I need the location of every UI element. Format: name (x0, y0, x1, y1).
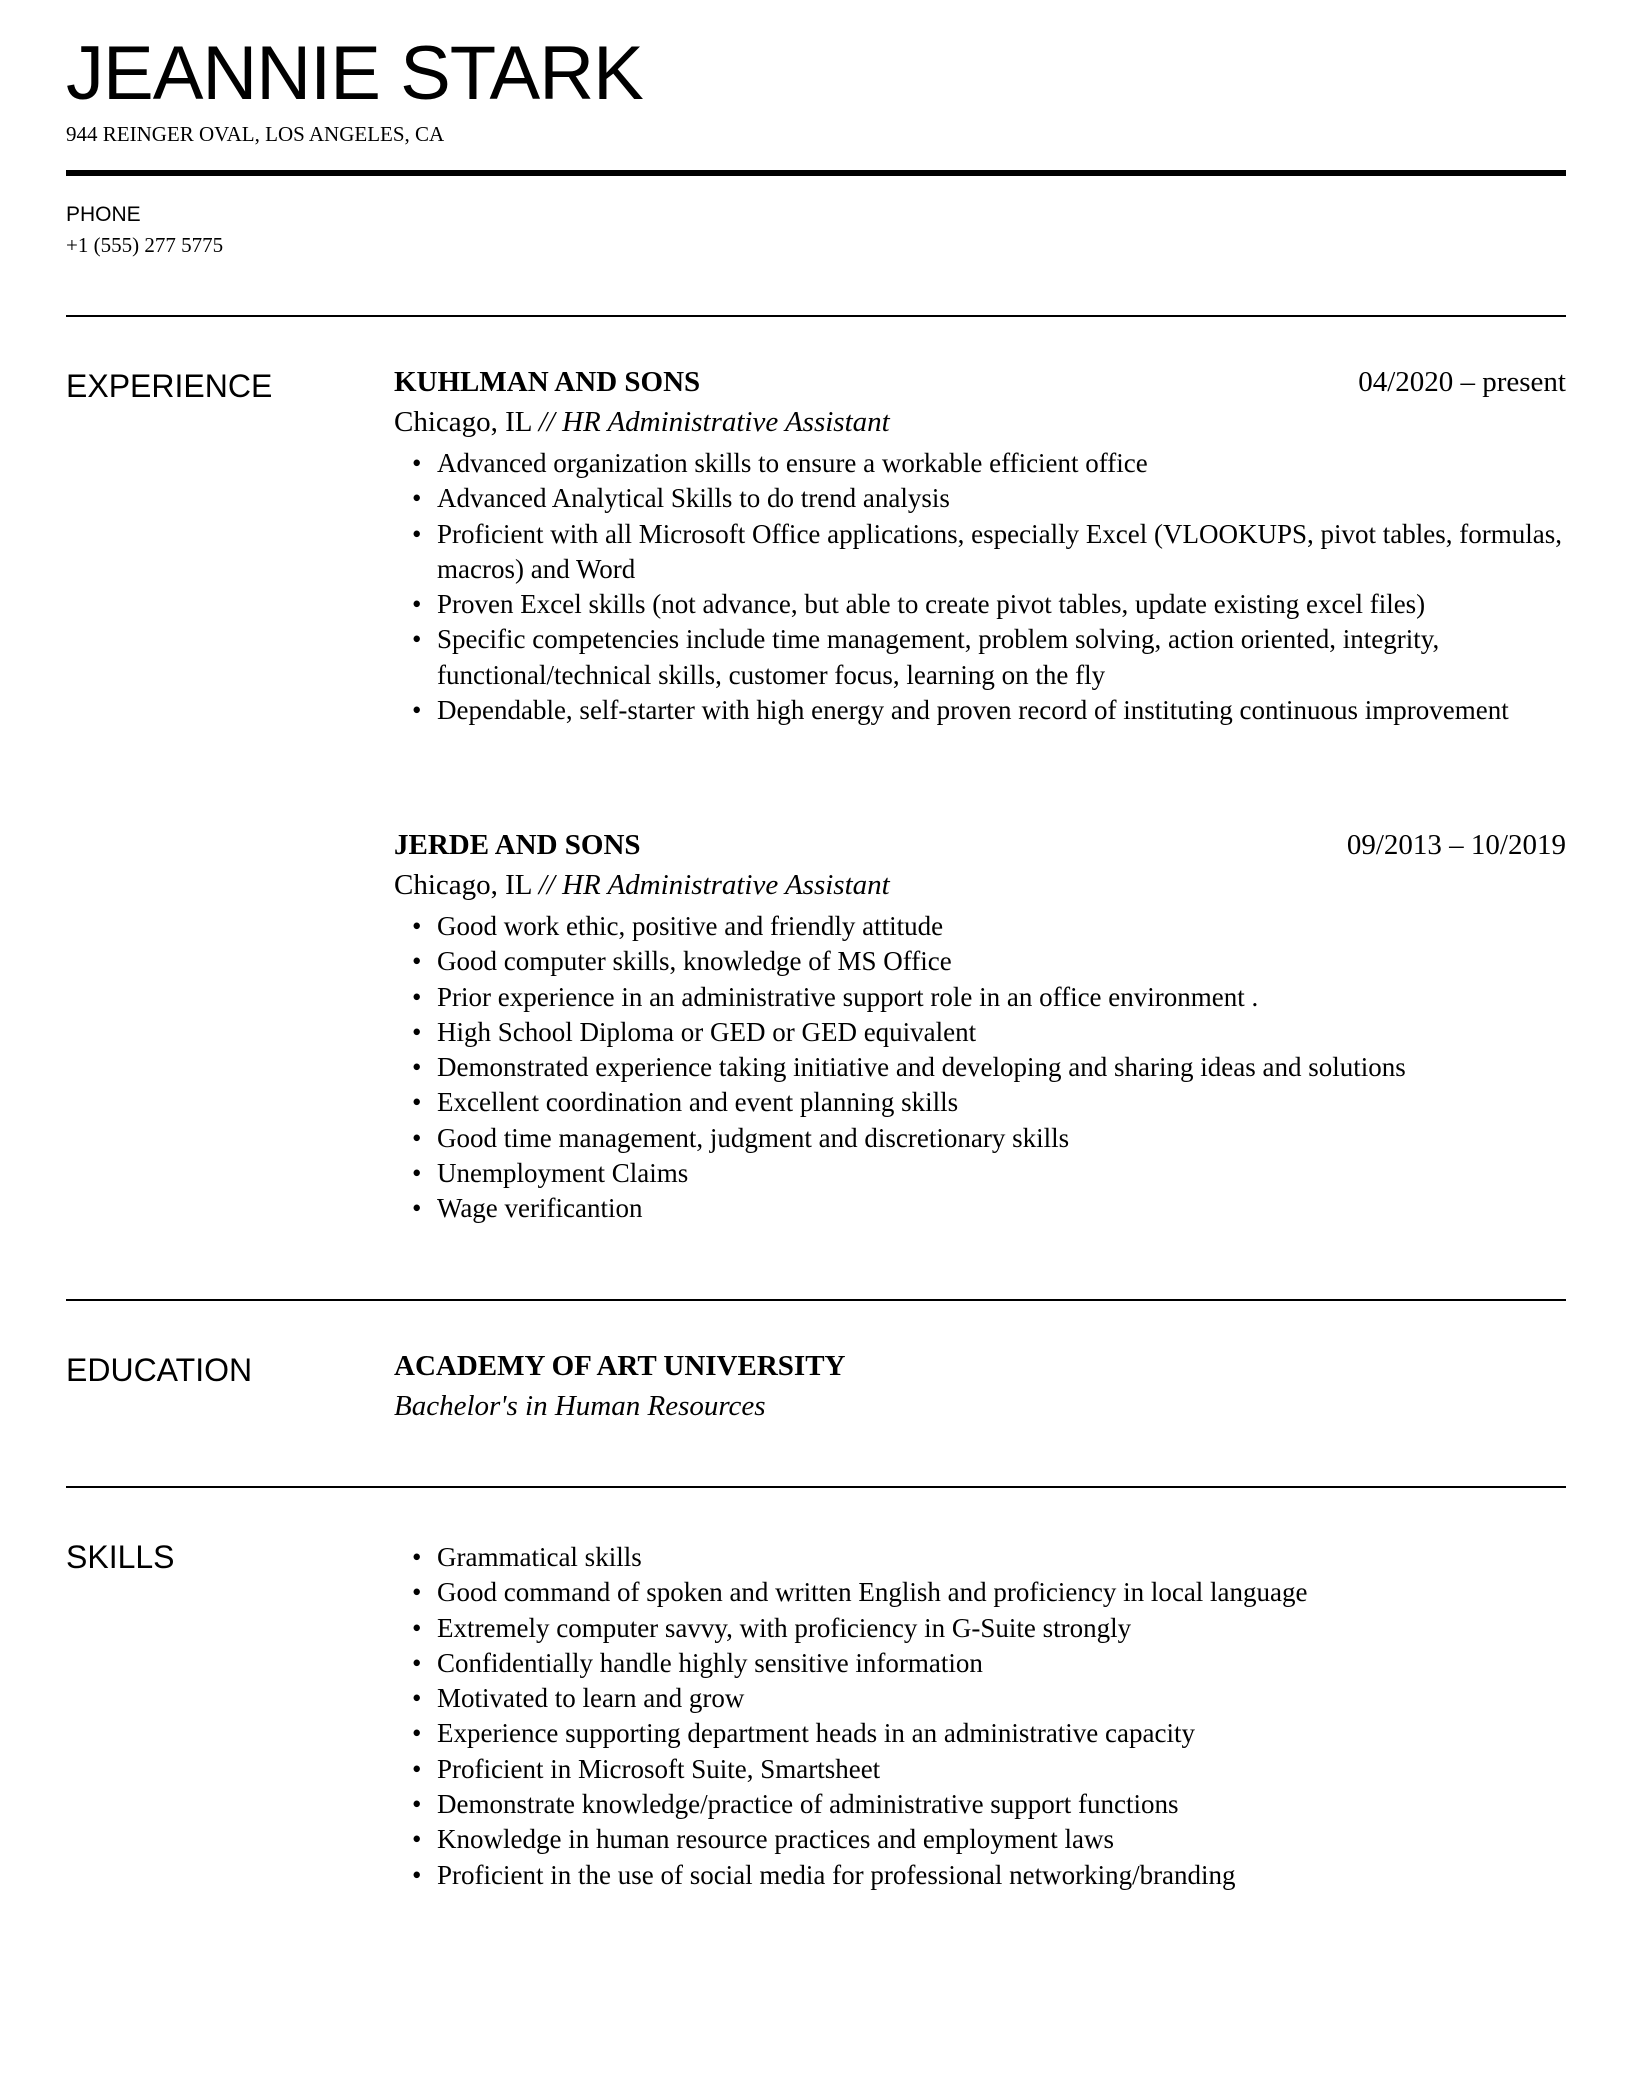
company-name: KUHLMAN AND SONS (394, 366, 701, 398)
job-subline (394, 865, 1566, 905)
list-item: • Prior experience in an administrative support role in an office environment . (394, 980, 1566, 1015)
list-item: • Advanced organization skills to ensure a workable efficient office (394, 446, 1566, 481)
school-name: ACADEMY OF ART UNIVERSITY (394, 1350, 846, 1382)
list-item: • Experience supporting department heads in an administrative capacity (394, 1716, 1566, 1751)
separator: // (538, 406, 555, 438)
list-item: • Motivated to learn and grow (394, 1681, 1566, 1716)
list-item: • Proficient in Microsoft Suite, Smartsheet (394, 1752, 1566, 1787)
job-entry (394, 825, 1566, 1227)
list-item: • Dependable, self-starter with high energy and proven record of instituting continuous improvement (394, 693, 1566, 728)
section-divider (66, 1486, 1566, 1488)
skills-list-container (394, 1536, 1566, 1893)
section-divider (66, 315, 1566, 317)
experience-section-title: EXPERIENCE (66, 368, 273, 404)
list-item: • Knowledge in human resource practices and employment laws (394, 1822, 1566, 1857)
job-entry (394, 362, 1566, 728)
job-role: HR Administrative Assistant (562, 869, 890, 901)
degree: Bachelor's in Human Resources (394, 1390, 766, 1422)
candidate-name: JEANNIE STARK (66, 31, 643, 116)
list-item: • Proficient in the use of social media for professional networking/branding (394, 1858, 1566, 1893)
phone-number: +1 (555) 277 5775 (66, 233, 224, 257)
education-section-title: EDUCATION (66, 1352, 253, 1388)
section-divider (66, 1299, 1566, 1301)
education-entry (394, 1346, 1566, 1426)
phone-label: PHONE (66, 203, 141, 226)
list-item: • Good work ethic, positive and friendly attitude (394, 909, 1566, 944)
separator: // (538, 869, 555, 901)
skills-section-title: SKILLS (66, 1539, 175, 1575)
list-item: • Advanced Analytical Skills to do trend analysis (394, 481, 1566, 516)
list-item: • Wage verificantion (394, 1191, 1566, 1226)
job-bullets (394, 446, 1566, 728)
job-location: Chicago, IL (394, 406, 532, 438)
list-item: • Good command of spoken and written English and proficiency in local language (394, 1575, 1566, 1610)
list-item: • Excellent coordination and event planning skills (394, 1085, 1566, 1120)
job-bullets (394, 909, 1566, 1227)
address: 944 REINGER OVAL, LOS ANGELES, CA (66, 122, 445, 146)
header-divider (66, 170, 1566, 176)
list-item: • Grammatical skills (394, 1540, 1566, 1575)
company-name: JERDE AND SONS (394, 829, 641, 861)
job-dates: 09/2013 – 10/2019 (1346, 829, 1566, 861)
job-location: Chicago, IL (394, 869, 532, 901)
list-item: • Good time management, judgment and discretionary skills (394, 1121, 1566, 1156)
job-subline (394, 402, 1566, 442)
list-item: • Demonstrate knowledge/practice of administrative support functions (394, 1787, 1566, 1822)
list-item: • Specific competencies include time management, problem solving, action oriented, integrity, functional/technical skills, customer focus, learning on the fly (394, 622, 1566, 693)
job-dates: 04/2020 – present (1358, 366, 1566, 398)
job-header (394, 362, 1566, 402)
job-header (394, 825, 1566, 865)
list-item: • High School Diploma or GED or GED equivalent (394, 1015, 1566, 1050)
list-item: • Confidentially handle highly sensitive information (394, 1646, 1566, 1681)
job-role: HR Administrative Assistant (562, 406, 890, 438)
list-item: • Extremely computer savvy, with proficiency in G-Suite strongly (394, 1611, 1566, 1646)
skills-list (394, 1540, 1566, 1893)
list-item: • Proven Excel skills (not advance, but able to create pivot tables, update existing excel files) (394, 587, 1566, 622)
list-item: • Unemployment Claims (394, 1156, 1566, 1191)
list-item: • Demonstrated experience taking initiative and developing and sharing ideas and solutions (394, 1050, 1566, 1085)
education-header (394, 1346, 1566, 1386)
list-item: • Good computer skills, knowledge of MS Office (394, 944, 1566, 979)
list-item: • Proficient with all Microsoft Office applications, especially Excel (VLOOKUPS, pivot tables, formulas, macros) and Word (394, 517, 1566, 588)
